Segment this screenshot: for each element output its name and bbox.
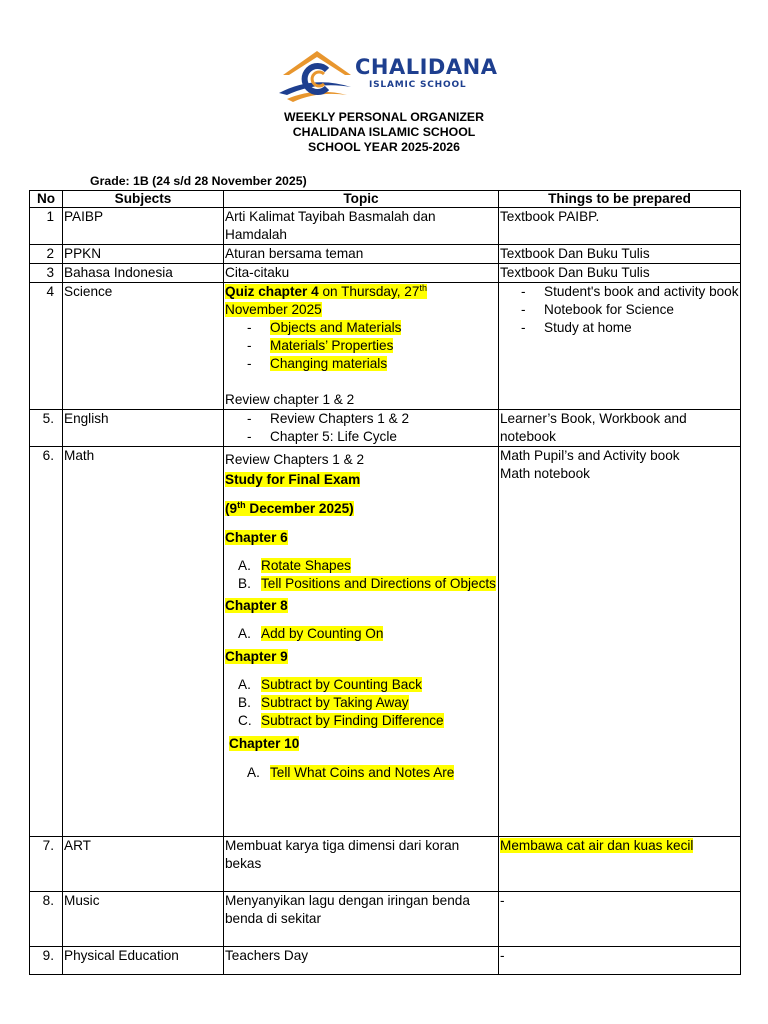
math-prep-line: Math notebook — [500, 466, 590, 481]
table-header-row — [30, 191, 741, 208]
row-subject: Math — [63, 447, 224, 837]
list-item: B. Tell Positions and Directions of Objects — [238, 576, 496, 591]
document-heading — [0, 110, 768, 155]
chapter-9-list — [225, 676, 498, 730]
list-item: - Review Chapters 1 & 2 — [225, 410, 498, 428]
quiz-title: Quiz chapter 4 — [225, 284, 319, 299]
row-prep: Textbook Dan Buku Tulis — [499, 264, 741, 283]
row-number: 1 — [30, 208, 63, 245]
list-item: - Materials’ Properties — [225, 337, 498, 355]
row-prep: Textbook Dan Buku Tulis — [499, 245, 741, 264]
row-topic — [224, 447, 499, 837]
row-topic: Membuat karya tiga dimensi dari koran bekas — [224, 837, 499, 892]
row-prep: - — [499, 892, 741, 947]
row-topic: Arti Kalimat Tayibah Basmalah dan Hamdalah — [224, 208, 499, 245]
list-item: - Study at home — [500, 319, 740, 337]
english-topic-list — [225, 410, 498, 446]
row-topic: Teachers Day — [224, 947, 499, 975]
row-topic — [224, 410, 499, 447]
heading-title: WEEKLY PERSONAL ORGANIZER — [284, 110, 484, 124]
row-subject: Science — [63, 283, 224, 410]
row-subject: ART — [63, 837, 224, 892]
list-item: A. Subtract by Counting Back — [238, 677, 422, 692]
math-prep-line: Math Pupil’s and Activity book — [500, 448, 680, 463]
science-prep-list — [500, 283, 740, 337]
list-item: B. Subtract by Taking Away — [238, 695, 409, 710]
heading-year: SCHOOL YEAR 2025-2026 — [308, 140, 460, 154]
row-number: 8. — [30, 892, 63, 947]
row-subject: English — [63, 410, 224, 447]
list-item: - Objects and Materials — [225, 319, 498, 337]
math-exam-date: (9th December 2025) — [225, 500, 354, 516]
row-prep — [499, 283, 741, 410]
row-number: 3 — [30, 264, 63, 283]
row-prep: Membawa cat air dan kuas kecil — [499, 837, 741, 892]
row-number: 7. — [30, 837, 63, 892]
row-topic: Aturan bersama teman — [224, 245, 499, 264]
list-item: A. Tell What Coins and Notes Are — [247, 765, 455, 780]
row-subject: Music — [63, 892, 224, 947]
header-subjects: Subjects — [63, 191, 224, 208]
row-number: 4 — [30, 283, 63, 410]
header-prep: Things to be prepared — [499, 191, 741, 208]
school-emblem-icon — [277, 45, 353, 107]
header-topic: Topic — [224, 191, 499, 208]
list-item: - Changing materials — [225, 355, 498, 373]
list-item: - Notebook for Science — [500, 301, 740, 319]
logo-name: CHALIDANA — [355, 55, 498, 79]
row-subject: PAIBP — [63, 208, 224, 245]
table-row — [30, 264, 741, 283]
science-topic-list — [225, 319, 498, 373]
row-topic: Menyanyikan lagu dengan iringan benda benda di sekitar — [224, 892, 499, 947]
chapter-8-list — [225, 625, 498, 643]
table-row — [30, 410, 741, 447]
school-logo — [277, 45, 498, 107]
grade-line: Grade: 1B (24 s/d 28 November 2025) — [90, 174, 307, 188]
quiz-date: on Thursday, 27 — [318, 284, 420, 299]
heading-school: CHALIDANA ISLAMIC SCHOOL — [292, 125, 476, 139]
math-study-note: Study for Final Exam — [225, 472, 361, 487]
table-row — [30, 837, 741, 892]
chapter-6-list — [225, 557, 498, 593]
row-prep — [499, 447, 741, 837]
table-row — [30, 283, 741, 410]
organizer-table — [29, 190, 741, 975]
row-topic — [224, 283, 499, 410]
list-item: A. Add by Counting On — [238, 626, 384, 641]
list-item: A. Rotate Shapes — [238, 558, 351, 573]
science-review: Review chapter 1 & 2 — [225, 392, 355, 407]
row-subject: PPKN — [63, 245, 224, 264]
row-topic: Cita-citaku — [224, 264, 499, 283]
row-prep: - — [499, 947, 741, 975]
chapter-title: Chapter 10 — [229, 736, 300, 751]
row-number: 6. — [30, 447, 63, 837]
chapter-title: Chapter 9 — [225, 649, 288, 664]
chapter-title: Chapter 8 — [225, 598, 288, 613]
row-subject: Physical Education — [63, 947, 224, 975]
row-subject: Bahasa Indonesia — [63, 264, 224, 283]
list-item: - Chapter 5: Life Cycle — [225, 428, 498, 446]
header-no: No — [30, 191, 63, 208]
quiz-date-line2: November 2025 — [225, 302, 322, 317]
quiz-announcement — [225, 283, 498, 301]
list-item: - Student's book and activity book — [500, 283, 740, 301]
quiz-date-suffix: th — [419, 283, 427, 293]
chapter-10-list — [225, 764, 498, 782]
table-row — [30, 892, 741, 947]
table-row — [30, 947, 741, 975]
logo-subtitle: ISLAMIC SCHOOL — [369, 80, 467, 90]
row-prep: Textbook PAIBP. — [499, 208, 741, 245]
chapter-title: Chapter 6 — [225, 530, 288, 545]
math-review: Review Chapters 1 & 2 — [225, 452, 365, 467]
table-row — [30, 447, 741, 837]
row-number: 2 — [30, 245, 63, 264]
row-number: 9. — [30, 947, 63, 975]
table-row — [30, 208, 741, 245]
row-number: 5. — [30, 410, 63, 447]
table-row — [30, 245, 741, 264]
list-item: C. Subtract by Finding Difference — [238, 713, 444, 728]
row-prep: Learner’s Book, Workbook and notebook — [499, 410, 741, 447]
